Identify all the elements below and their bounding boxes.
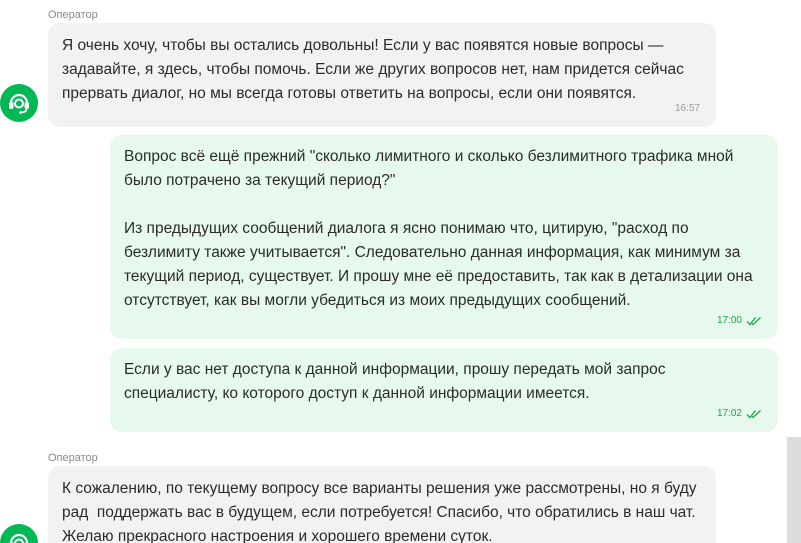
sender-name: Оператор xyxy=(48,452,98,464)
message-timestamp: 17:00 xyxy=(716,315,742,326)
message-text: Вопрос всё ещё прежний "сколько лимитного и сколько безлимитного трафика мной было потрачено за текущий период?" Из предыдущих сообщений диалога я ясно понимаю что, цитирую, "расход по безлимиту также учитывается". Следовательно данная информация, как минимум за текущий период, существует. И прошу мне её предоставить, так как в детализации она отсутствует, как вы могли убедиться из моих предыдущих сообщений. xyxy=(124,148,753,309)
message-text: Если у вас нет доступа к данной информации, прошу передать мой запрос специалисту, ко которого доступ к данной информации имеется. xyxy=(124,361,666,402)
message-time xyxy=(717,309,762,333)
double-check-icon xyxy=(746,316,762,326)
message-timestamp: 16:57 xyxy=(674,103,700,114)
double-check-icon xyxy=(746,409,762,419)
operator-avatar xyxy=(0,524,38,543)
message-time xyxy=(675,97,700,121)
operator-message-bubble xyxy=(48,466,716,543)
operator-message-bubble xyxy=(48,23,716,127)
message-time xyxy=(717,402,762,426)
user-message-bubble xyxy=(110,135,778,339)
message-text: К сожалению, по текущему вопросу все варианты решения уже рассмотрены, но я буду рад поддержать вас в будущем, если потребуется! Спасибо, что обратились в наш чат. Желаю прекрасного настроения и хорошего времени суток. xyxy=(62,480,697,543)
user-message-bubble xyxy=(110,348,778,432)
headset-operator-icon xyxy=(6,530,32,543)
sender-name: Оператор xyxy=(48,9,98,21)
message-timestamp: 17:02 xyxy=(716,408,742,419)
operator-avatar xyxy=(0,84,38,122)
scrollbar-thumb[interactable] xyxy=(787,437,801,543)
headset-operator-icon xyxy=(6,90,32,116)
message-text: Я очень хочу, чтобы вы остались довольны! Если у вас появятся новые вопросы — задавайте, я здесь, чтобы помочь. Если же других вопросов нет, нам придется сейчас прервать диалог, но мы всегда готовы ответить на вопросы, если они появятся. xyxy=(62,37,684,102)
